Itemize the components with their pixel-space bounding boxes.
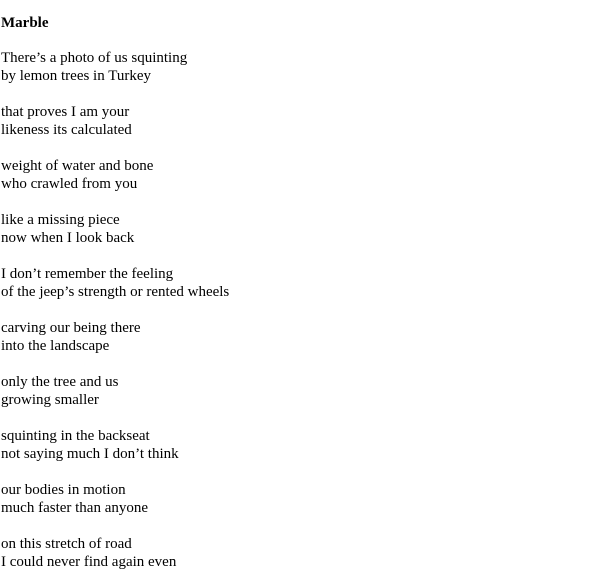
poem-line: like a missing piece bbox=[1, 212, 120, 228]
stanza bbox=[1, 373, 591, 409]
stanza bbox=[1, 157, 591, 193]
stanza bbox=[1, 427, 591, 463]
stanza bbox=[1, 103, 591, 139]
poem-line: likeness its calculated bbox=[1, 122, 132, 138]
poem-line: I could never find again even bbox=[1, 554, 177, 570]
stanza bbox=[1, 49, 591, 85]
poem-line: on this stretch of road bbox=[1, 536, 132, 552]
poem-line: that proves I am your bbox=[1, 104, 130, 120]
stanza bbox=[1, 535, 591, 571]
poem-line: I don’t remember the feeling bbox=[1, 266, 174, 282]
stanza bbox=[1, 265, 591, 301]
poem-line: not saying much I don’t think bbox=[1, 446, 179, 462]
poem bbox=[1, 14, 591, 571]
poem-title: Marble bbox=[1, 15, 49, 31]
poem-line: our bodies in motion bbox=[1, 482, 126, 498]
stanza bbox=[1, 319, 591, 355]
poem-line: carving our being there bbox=[1, 320, 141, 336]
poem-line: who crawled from you bbox=[1, 176, 138, 192]
poem-line: weight of water and bone bbox=[1, 158, 154, 174]
poem-line: growing smaller bbox=[1, 392, 99, 408]
poem-line: into the landscape bbox=[1, 338, 110, 354]
poem-line: much faster than anyone bbox=[1, 500, 149, 516]
poem-line: by lemon trees in Turkey bbox=[1, 68, 151, 84]
poem-line: There’s a photo of us squinting bbox=[1, 50, 188, 66]
poem-line: only the tree and us bbox=[1, 374, 119, 390]
stanza bbox=[1, 211, 591, 247]
poem-line: of the jeep’s strength or rented wheels bbox=[1, 284, 230, 300]
poem-line: squinting in the backseat bbox=[1, 428, 150, 444]
poem-line: now when I look back bbox=[1, 230, 135, 246]
stanza bbox=[1, 481, 591, 517]
